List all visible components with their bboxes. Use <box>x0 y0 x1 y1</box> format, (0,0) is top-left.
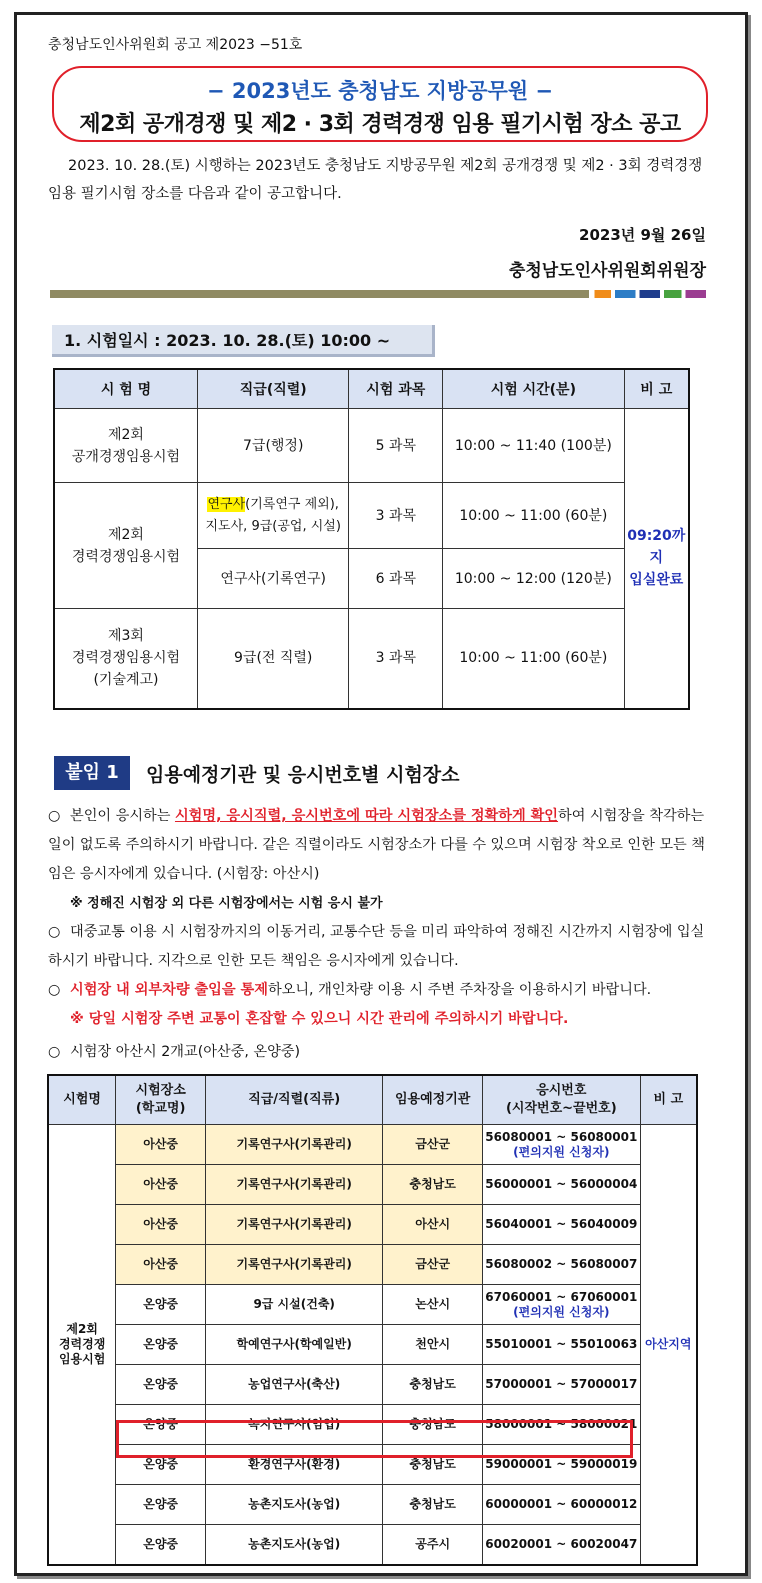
cell-number <box>483 1485 641 1525</box>
bullet-icon: ○ <box>48 1044 61 1060</box>
cell-number <box>483 1285 641 1325</box>
note-text: ※ 정해진 시험장 외 다른 시험장에서는 시험 응시 불가 <box>70 896 383 911</box>
cell-org: 충청남도 <box>383 1405 483 1445</box>
col-number: 응시번호 (시작번호~끝번호) <box>483 1075 641 1125</box>
cell-grade: 농촌지도사(농업) <box>206 1485 383 1525</box>
cell-time: 10:00 ~ 11:40 (100분) <box>443 409 624 483</box>
cell-org: 충청남도 <box>383 1365 483 1405</box>
col-subjects: 시험 과목 <box>349 369 443 409</box>
notice-item-2 <box>48 918 714 976</box>
table-row <box>48 1125 697 1165</box>
table-row <box>48 1485 697 1525</box>
cell-grade: 7급(행정) <box>197 409 348 483</box>
cell-grade: 기록연구사(기록관리) <box>206 1165 383 1205</box>
cell-subjects: 5 과목 <box>349 409 443 483</box>
attachment-label: 붙임 1 <box>54 756 130 790</box>
bullet-icon: ○ <box>48 924 61 940</box>
cell-grade: 기록연구사(기록관리) <box>206 1245 383 1285</box>
col-exam: 시험명 <box>48 1075 116 1125</box>
cell-subjects: 6 과목 <box>349 549 443 609</box>
table-row <box>48 1245 697 1285</box>
cell-school: 온양중 <box>116 1445 206 1485</box>
number-sub: (편의지원 신청자) <box>513 1144 610 1159</box>
number-range: 56080001 ~ 56080001 <box>485 1129 638 1144</box>
cell-note: 09:20까지 입실완료 <box>624 409 689 709</box>
table-row <box>48 1365 697 1405</box>
col-note: 비 고 <box>624 369 689 409</box>
cell-grade: 학예연구사(학예일반) <box>206 1325 383 1365</box>
notice-number: 충청남도인사위원회 공고 제2023 −51호 <box>48 37 303 53</box>
title-line-2: 제2회 공개경쟁 및 제2 · 3회 경력경쟁 임용 필기시험 장소 공고 <box>79 112 681 137</box>
cell-grade: 9급(전 직렬) <box>197 609 348 709</box>
cell-org: 금산군 <box>383 1125 483 1165</box>
table-row <box>48 1205 697 1245</box>
cell-note: 아산지역 <box>640 1125 697 1566</box>
cell-grade: 연구사(기록연구) <box>197 549 348 609</box>
cell-exam: 제3회 경력경쟁임용시험 (기술계고) <box>54 609 197 709</box>
cell-subjects: 3 과목 <box>349 609 443 709</box>
divider-rule <box>50 290 570 298</box>
number-range: 60020001 ~ 60020047 <box>485 1537 638 1551</box>
cell-org: 충청남도 <box>383 1445 483 1485</box>
warning-text: 시험장 내 외부차량 출입을 통제 <box>70 982 268 998</box>
cell-number <box>483 1525 641 1566</box>
cell-exam: 제2회 경력경쟁 임용시험 <box>48 1125 116 1566</box>
cell-grade: 농업연구사(축산) <box>206 1365 383 1405</box>
schedule-table <box>53 368 690 710</box>
cell-time: 10:00 ~ 11:00 (60분) <box>443 609 624 709</box>
table-header-row <box>54 369 689 409</box>
cell-org: 충청남도 <box>383 1165 483 1205</box>
table-row <box>54 409 689 483</box>
table-row <box>48 1325 697 1365</box>
cell-school: 아산중 <box>116 1205 206 1245</box>
table-row <box>54 609 689 709</box>
number-range: 56000001 ~ 56000004 <box>485 1177 638 1191</box>
cell-exam: 제2회 경력경쟁임용시험 <box>54 483 197 609</box>
highlighted-text: 연구사 <box>207 496 246 512</box>
cell-org: 천안시 <box>383 1325 483 1365</box>
cell-org: 아산시 <box>383 1205 483 1245</box>
divider-color-band <box>570 290 706 298</box>
title-box <box>52 66 708 142</box>
grade-text: (기록연구 제외), 지도사, 9급(공업, 시설) <box>205 496 341 534</box>
warning-text: 시험명, 응시직렬, 응시번호에 따라 시험장소를 정확하게 확인 <box>174 808 559 824</box>
cell-grade: 기록연구사(기록관리) <box>206 1205 383 1245</box>
cell-org: 공주시 <box>383 1525 483 1566</box>
bullet-icon: ○ <box>48 808 61 824</box>
section1-heading: 1. 시험일시 : 2023. 10. 28.(토) 10:00 ~ <box>52 325 435 357</box>
text: 하오니, 개인차량 이용 시 주변 주차장을 이용하시기 바랍니다. <box>267 982 652 998</box>
col-time: 시험 시간(분) <box>443 369 624 409</box>
number-range: 56080002 ~ 56080007 <box>485 1257 638 1271</box>
venue-table <box>47 1074 698 1566</box>
cell-school: 온양중 <box>116 1525 206 1566</box>
table-row <box>48 1285 697 1325</box>
table-row <box>48 1525 697 1566</box>
text: 하여 시험장을 착각하는 일이 없도록 주의하시기 바랍니다. 같은 직렬이라도 시험장소가 다를 수 있으며 시험장 착오로 인한 모든 책임은 응시자에게 있습니다. (시험장: 아산시) <box>48 808 705 882</box>
table-row <box>54 483 689 549</box>
notice-date: 2023년 9월 26일 <box>579 226 706 244</box>
cell-school: 아산중 <box>116 1245 206 1285</box>
notice-item-1 <box>48 802 714 918</box>
notice-item-3 <box>48 976 714 1034</box>
text: 대중교통 이용 시 시험장까지의 이동거리, 교통수단 등을 미리 파악하여 정해진 시간까지 시험장에 입실하시기 바랍니다. 지각으로 인한 모든 책임은 응시자에게 있습니다. <box>48 924 705 969</box>
issuer: 충청남도인사위원회위원장 <box>508 261 706 281</box>
cell-number <box>483 1325 641 1365</box>
cell-grade: 농촌지도사(농업) <box>206 1525 383 1566</box>
text: 본인이 응시하는 <box>70 808 175 824</box>
col-grade: 직급/직렬(직류) <box>206 1075 383 1125</box>
number-range: 58000001 ~ 58000021 <box>485 1417 638 1431</box>
col-org: 임용예정기관 <box>383 1075 483 1125</box>
bullet-icon: ○ <box>48 982 61 998</box>
cell-school: 온양중 <box>116 1325 206 1365</box>
text: 시험장 아산시 2개교(아산중, 온양중) <box>70 1044 301 1060</box>
cell-grade <box>197 483 348 549</box>
cell-grade: 녹지연구사(임업) <box>206 1405 383 1445</box>
cell-grade: 환경연구사(환경) <box>206 1445 383 1485</box>
table-row <box>48 1165 697 1205</box>
col-exam: 시 험 명 <box>54 369 197 409</box>
intro-paragraph: 2023. 10. 28.(토) 시행하는 2023년도 충청남도 지방공무원 제2회 공개경쟁 및 제2 · 3회 경력경쟁 임용 필기시험 장소를 다음과 같이 공고합니다. <box>48 158 703 202</box>
cell-number <box>483 1245 641 1285</box>
cell-number <box>483 1125 641 1165</box>
cell-org: 금산군 <box>383 1245 483 1285</box>
cell-school: 아산중 <box>116 1125 206 1165</box>
cell-grade: 기록연구사(기록관리) <box>206 1125 383 1165</box>
attachment-title: 임용예정기관 및 응시번호별 시험장소 <box>146 764 460 786</box>
cell-time: 10:00 ~ 12:00 (120분) <box>443 549 624 609</box>
cell-number <box>483 1205 641 1245</box>
notice-item-4 <box>48 1038 714 1067</box>
cell-number <box>483 1365 641 1405</box>
cell-org: 충청남도 <box>383 1485 483 1525</box>
cell-exam: 제2회 공개경쟁임용시험 <box>54 409 197 483</box>
cell-school: 온양중 <box>116 1485 206 1525</box>
col-note: 비 고 <box>640 1075 697 1125</box>
number-range: 59000001 ~ 59000019 <box>485 1457 638 1471</box>
cell-school: 온양중 <box>116 1365 206 1405</box>
number-range: 55010001 ~ 55010063 <box>485 1337 638 1351</box>
warning-note: ※ 당일 시험장 주변 교통이 혼잡할 수 있으니 시간 관리에 주의하시기 바랍니다. <box>70 1011 569 1027</box>
number-range: 60000001 ~ 60000012 <box>485 1497 638 1511</box>
cell-time: 10:00 ~ 11:00 (60분) <box>443 483 624 549</box>
table-header-row <box>48 1075 697 1125</box>
number-range: 56040001 ~ 56040009 <box>485 1217 638 1231</box>
cell-school: 온양중 <box>116 1285 206 1325</box>
number-range: 67060001 ~ 67060001 <box>485 1289 638 1304</box>
cell-org: 논산시 <box>383 1285 483 1325</box>
number-range: 57000001 ~ 57000017 <box>485 1377 638 1391</box>
cell-number <box>483 1165 641 1205</box>
highlight-box <box>116 1420 633 1458</box>
cell-grade: 9급 시설(건축) <box>206 1285 383 1325</box>
cell-subjects: 3 과목 <box>349 483 443 549</box>
col-school: 시험장소 (학교명) <box>116 1075 206 1125</box>
title-line-1: − 2023년도 충청남도 지방공무원 − <box>206 79 554 103</box>
cell-school: 아산중 <box>116 1165 206 1205</box>
col-grade: 직급(직렬) <box>197 369 348 409</box>
number-sub: (편의지원 신청자) <box>513 1304 610 1319</box>
cell-school: 온양중 <box>116 1405 206 1445</box>
